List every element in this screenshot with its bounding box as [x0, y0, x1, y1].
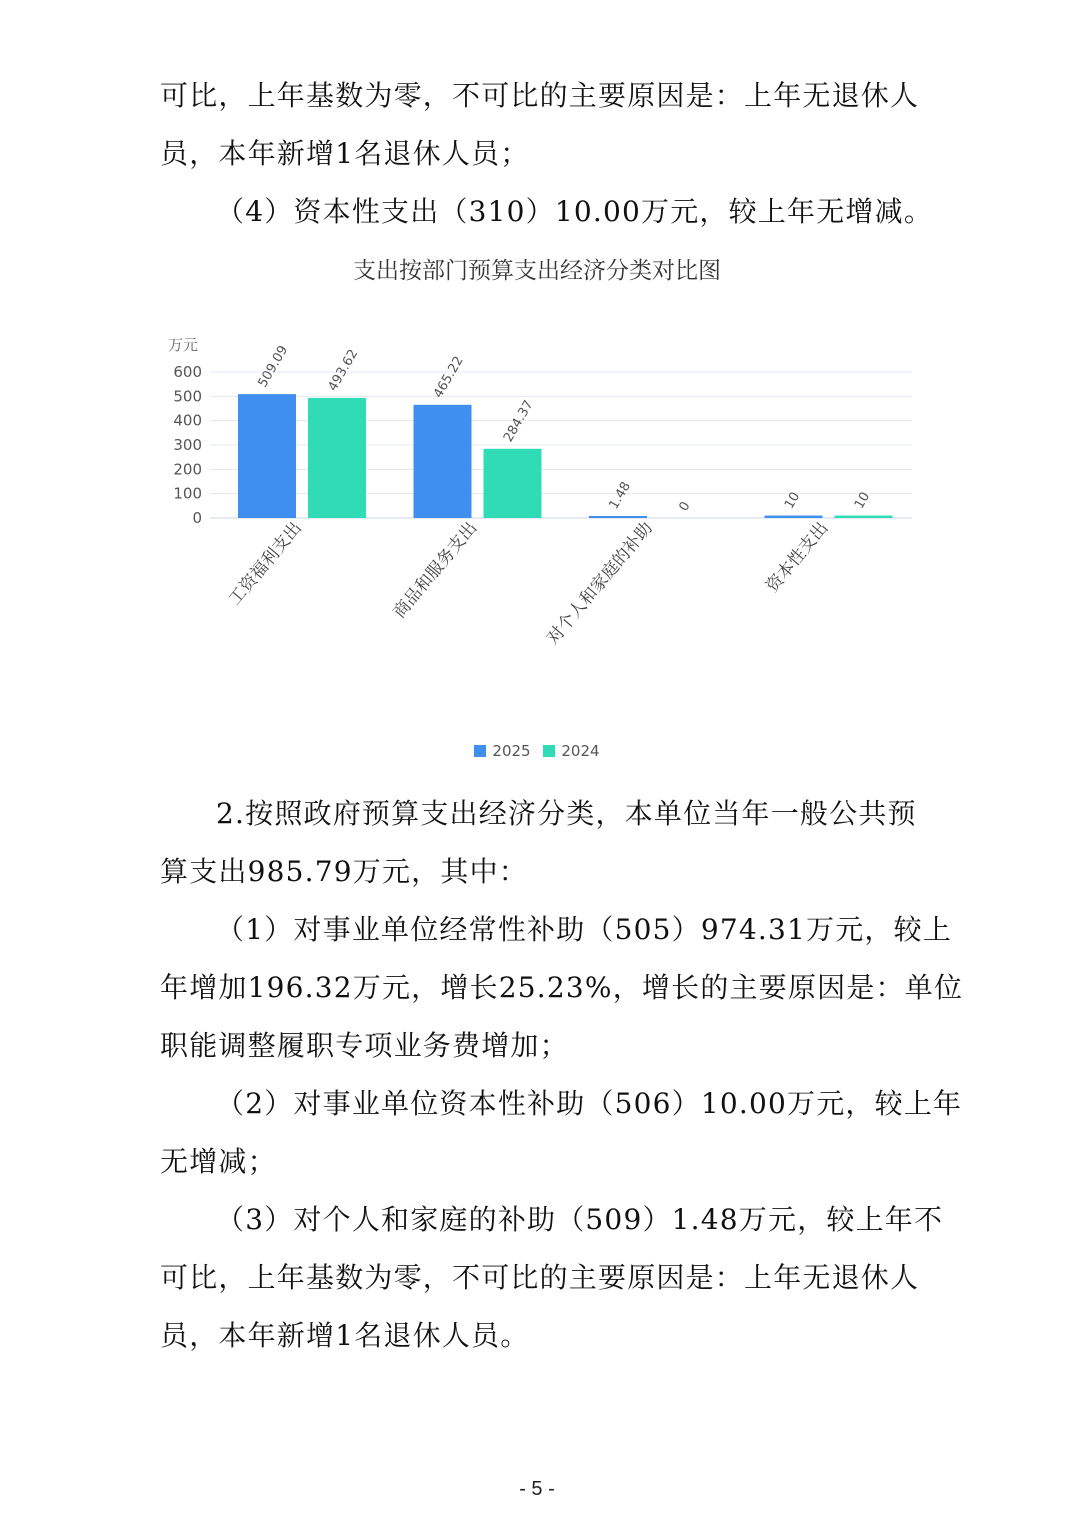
- y-tick-label: 500: [173, 387, 202, 406]
- paragraph-line: （2）对事业单位资本性补助（506）10.00万元，较上年: [216, 1087, 963, 1120]
- paragraph-line: 员，本年新增1名退休人员；: [160, 137, 530, 170]
- legend-label: 2025: [492, 742, 531, 760]
- y-tick-label: 600: [173, 363, 202, 381]
- bar-2025: [589, 516, 647, 518]
- bar-2025: [414, 405, 472, 518]
- y-tick-label: 400: [173, 411, 202, 430]
- legend-item-2024[interactable]: [543, 742, 599, 760]
- data-label: 1.48: [606, 479, 634, 512]
- paragraph-line: 职能调整履职专项业务费增加；: [160, 1029, 569, 1062]
- paragraph-line: （1）对事业单位经常性补助（505）974.31万元，较上: [216, 913, 953, 946]
- paragraph-line: （3）对个人和家庭的补助（509）1.48万元，较上年不: [216, 1203, 944, 1236]
- legend-swatch: [543, 745, 555, 757]
- paragraph-line: 可比，上年基数为零，不可比的主要原因是：上年无退休人: [160, 1261, 920, 1294]
- bar-2025: [765, 516, 823, 518]
- y-axis-unit: 万元: [168, 336, 199, 354]
- bar-2024: [835, 516, 893, 518]
- bar-2025: [238, 394, 296, 518]
- paragraph-line: （4）资本性支出（310）10.00万元，较上年无增减。: [216, 195, 934, 228]
- data-label: 465.22: [430, 353, 467, 401]
- paragraph-line: 年增加196.32万元，增长25.23%，增长的主要原因是：单位: [160, 971, 964, 1004]
- page-number: - 5 -: [519, 1478, 555, 1500]
- chart-legend: [0, 742, 1074, 761]
- paragraph-line: 算支出985.79万元，其中：: [160, 855, 528, 888]
- data-label: 284.37: [500, 397, 537, 445]
- bar-2024: [308, 398, 366, 518]
- paragraph-line: 2.按照政府预算支出经济分类，本单位当年一般公共预: [216, 797, 917, 830]
- legend-item-2025[interactable]: [474, 742, 530, 760]
- data-label: 10: [781, 489, 804, 512]
- data-label: 0: [676, 499, 694, 514]
- paragraph-line: 无增减；: [160, 1145, 277, 1178]
- chart-title: 支出按部门预算支出经济分类对比图: [353, 258, 721, 284]
- data-label: 493.62: [325, 346, 362, 394]
- x-tick-label: 资本性支出: [762, 518, 833, 597]
- x-tick-label: 工资福利支出: [224, 518, 306, 610]
- bar-2024: [484, 449, 542, 518]
- x-tick-label: 对个人和家庭的补助: [543, 518, 657, 649]
- y-tick-label: 100: [173, 484, 202, 503]
- legend-swatch: [474, 745, 486, 757]
- y-tick-label: 0: [192, 509, 202, 527]
- data-label: 509.09: [255, 343, 292, 391]
- x-tick-label: 商品和服务支出: [389, 518, 482, 623]
- paragraph-line: 员，本年新增1名退休人员。: [160, 1319, 530, 1352]
- y-tick-label: 300: [173, 436, 202, 454]
- paragraph-line: 可比，上年基数为零，不可比的主要原因是：上年无退休人: [160, 79, 920, 112]
- data-label: 10: [851, 489, 874, 512]
- y-tick-label: 200: [173, 460, 202, 479]
- bar-chart: [0, 0, 1074, 740]
- legend-label: 2024: [561, 742, 600, 760]
